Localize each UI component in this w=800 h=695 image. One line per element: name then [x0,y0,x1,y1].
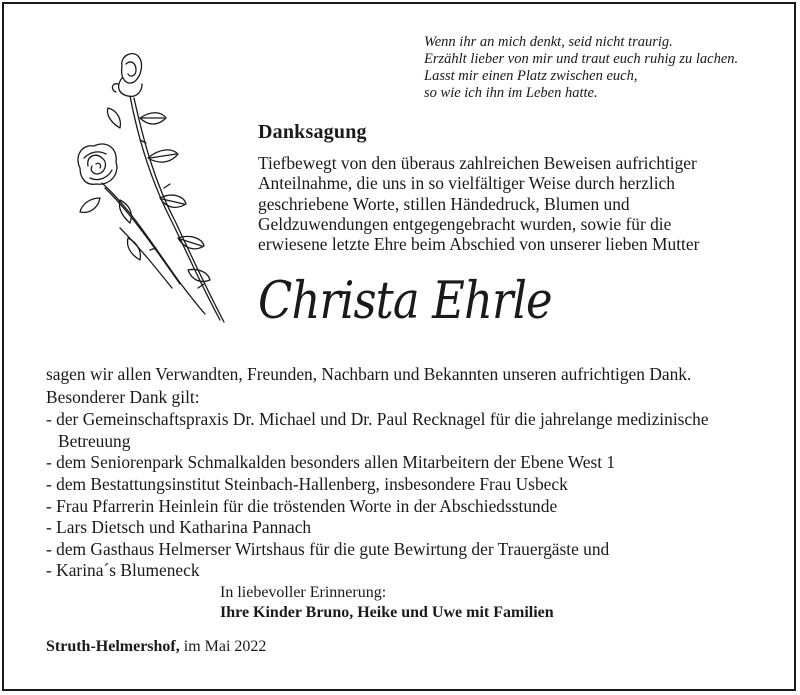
page-title: Danksagung [258,121,367,143]
list-item: - Frau Pfarrerin Heinlein für die tröstenden Worte in der Abschiedsstunde [46,495,558,516]
list-item: - dem Bestattungsinstitut Steinbach-Hallenberg, insbesondere Frau Usbeck [46,473,568,494]
footer [46,637,266,657]
poem-line: Wenn ihr an mich denkt, seid nicht traurig. [424,34,673,50]
remembrance-text: In liebevoller Erinnerung: [220,584,387,601]
thanks-body [46,364,786,582]
deceased-name: Christa Ehrle [258,272,552,331]
closing-block [220,583,554,623]
intro-line: erwiesene letzte Ehre beim Abschied von unserer lieben Mutter [258,234,700,255]
thanks-line: sagen wir allen Verwandten, Freunden, Nachbarn und Bekannten unseren aufrichtigen Dank. [46,364,692,384]
rose-illustration [60,48,230,328]
poem-line: Erzählt lieber von mir und traut euch ruhig zu lachen. [424,51,739,67]
intro-line: geschriebene Worte, stillen Händedruck, Blumen und [258,193,630,214]
footer-date: im Mai 2022 [183,638,267,655]
intro-line: Geldzuwendungen entgegengebracht wurden, sowie für die [258,213,672,234]
list-item: - Lars Dietsch und Katharina Pannach [46,517,312,538]
footer-place: Struth-Helmershof, [46,638,180,655]
poem-line: Lasst mir einen Platz zwischen euch, [424,68,638,84]
intro-line: Anteilnahme, die uns in so vielfältiger Weise durch herzlich [258,173,675,194]
signers: Ihre Kinder Bruno, Heike und Uwe mit Familien [220,604,554,621]
poem [424,34,784,102]
list-item: - Karina´s Blumeneck [46,560,200,581]
list-item: - dem Seniorenpark Schmalkalden besonders allen Mitarbeitern der Ebene West 1 [46,452,616,473]
list-item: - dem Gasthaus Helmerser Wirtshaus für die gute Bewirtung der Trauergäste und [46,538,610,559]
intro-paragraph [258,153,778,254]
poem-line: so wie ich ihn im Leben hatte. [424,85,598,101]
list-item: - der Gemeinschaftspraxis Dr. Michael und Dr. Paul Recknagel für die jahrelange medizinische [46,409,709,430]
special-thanks-label: Besonderer Dank gilt: [46,386,200,407]
intro-line: Tiefbewegt von den überaus zahlreichen Beweisen aufrichtiger [258,153,697,173]
list-item: Betreuung [58,430,131,451]
